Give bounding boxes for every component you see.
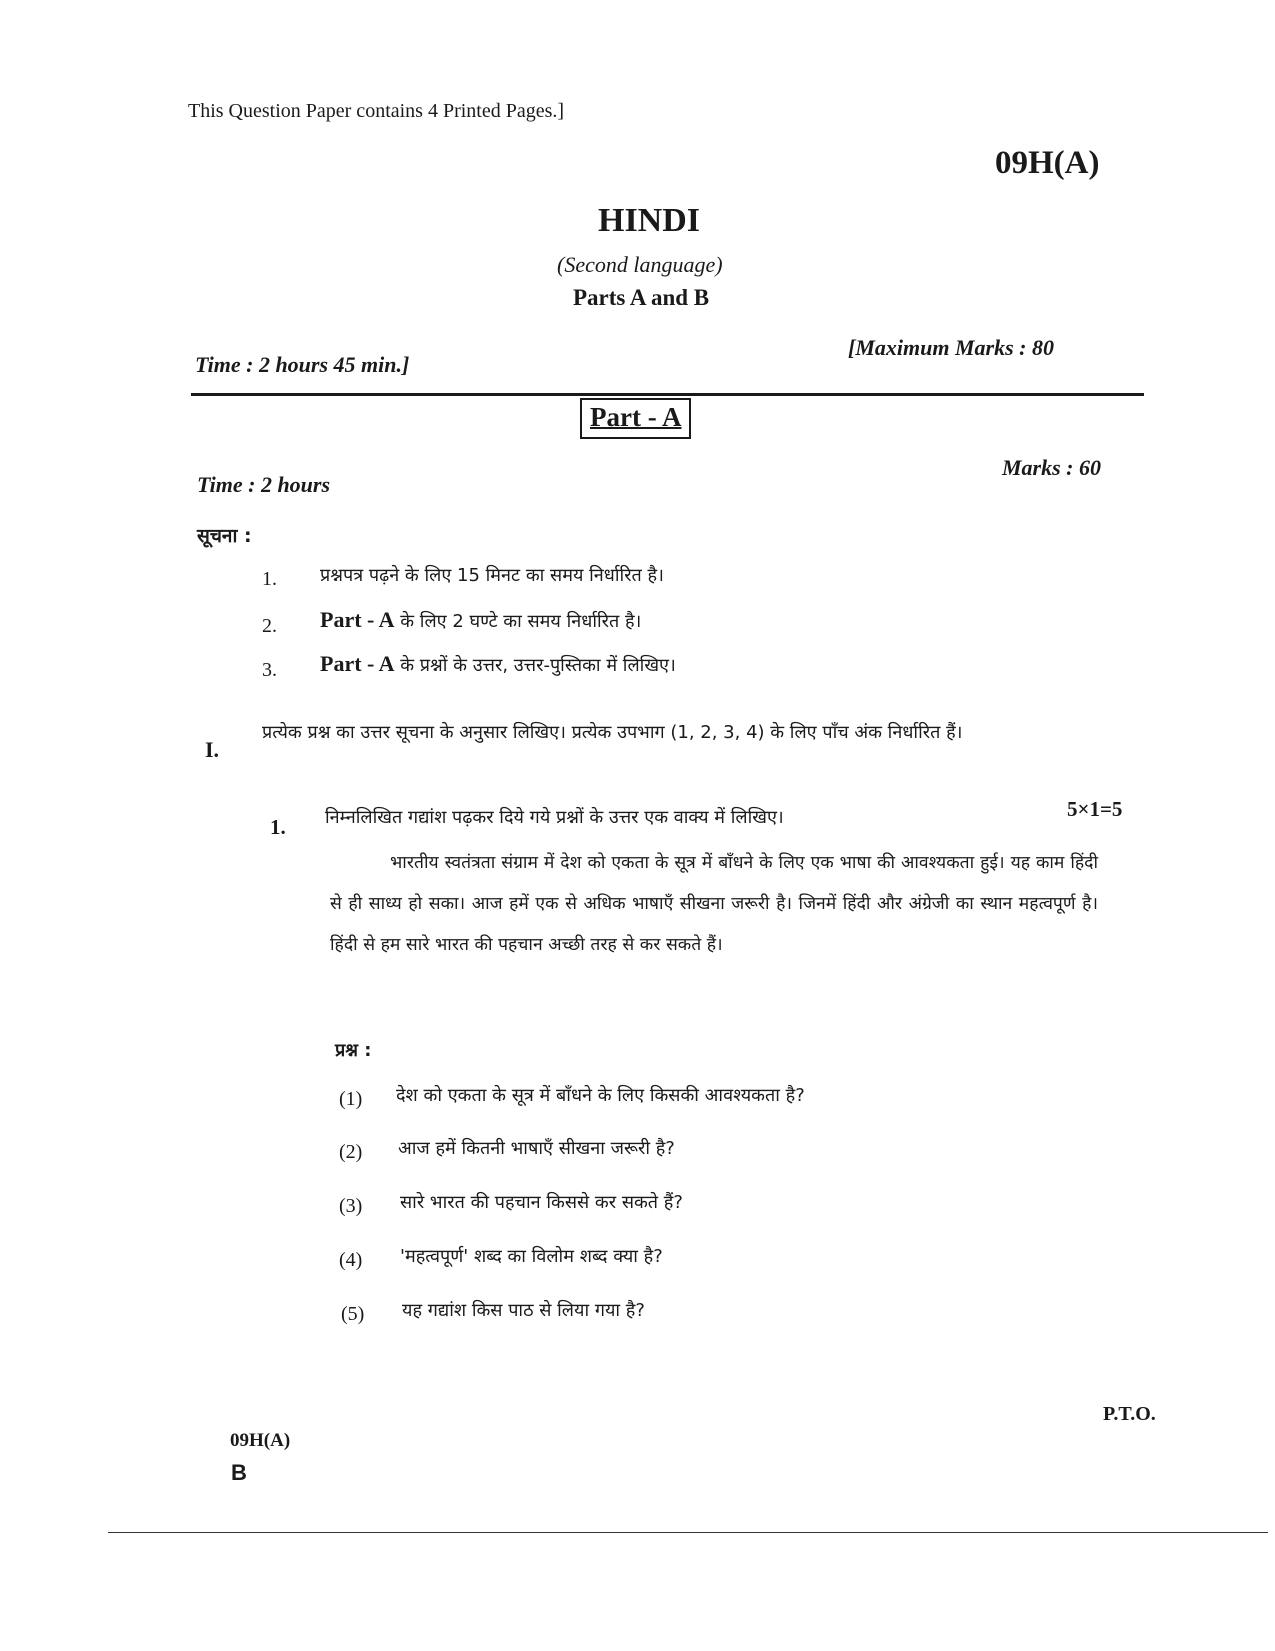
sub-question-text: सारे भारत की पहचान किससे कर सकते हैं? bbox=[400, 1192, 683, 1213]
printed-pages-note: This Question Paper contains 4 Printed Pages.] bbox=[188, 100, 565, 122]
question-text: निम्नलिखित गद्यांश पढ़कर दिये गये प्रश्नों के उत्तर एक वाक्य में लिखिए। bbox=[325, 807, 784, 828]
instruction-text: के लिए 2 घण्टे का समय निर्धारित है। bbox=[394, 611, 642, 632]
header-divider bbox=[191, 393, 1144, 396]
instruction-text: प्रश्नपत्र पढ़ने के लिए 15 मिनट का समय निर्धारित है। bbox=[320, 565, 664, 586]
parts-subtitle: Parts A and B bbox=[573, 285, 710, 310]
sub-question-number: (3) bbox=[339, 1195, 363, 1217]
part-a-heading bbox=[580, 398, 691, 439]
instruction-number: 3. bbox=[262, 659, 277, 681]
sub-question-text: देश को एकता के सूत्र में बाँधने के लिए किसकी आवश्यकता है? bbox=[396, 1085, 805, 1106]
section-instruction: प्रत्येक प्रश्न का उत्तर सूचना के अनुसार लिखिए। प्रत्येक उपभाग (1, 2, 3, 4) के लिए पाँच अंक निर्धारित हैं। bbox=[262, 722, 963, 743]
sub-question-text: आज हमें कितनी भाषाएँ सीखना जरूरी है? bbox=[398, 1138, 675, 1159]
questions-label: प्रश्न : bbox=[335, 1040, 372, 1061]
part-a-marks: Marks : 60 bbox=[1002, 455, 1102, 480]
instruction-bold: Part - A bbox=[320, 607, 395, 632]
instruction-bold: Part - A bbox=[320, 651, 395, 676]
section-number: I. bbox=[205, 737, 220, 762]
sub-question-text: यह गद्यांश किस पाठ से लिया गया है? bbox=[402, 1300, 645, 1321]
question-marks: 5×1=5 bbox=[1067, 797, 1123, 821]
set-letter: B bbox=[231, 1460, 247, 1485]
instruction-text: के प्रश्नों के उत्तर, उत्तर-पुस्तिका में लिखिए। bbox=[394, 655, 676, 676]
subject-title: HINDI bbox=[598, 202, 701, 239]
instruction-number: 2. bbox=[262, 615, 277, 637]
instruction-item bbox=[320, 607, 641, 633]
paper-code: 09H(A) bbox=[995, 145, 1100, 181]
instruction-item bbox=[320, 651, 676, 677]
maximum-marks: [Maximum Marks : 80 bbox=[848, 335, 1054, 360]
sub-question-number: (5) bbox=[341, 1303, 365, 1325]
question-number: 1. bbox=[270, 815, 286, 839]
footer-paper-code: 09H(A) bbox=[230, 1430, 291, 1451]
sub-question-number: (4) bbox=[339, 1249, 363, 1271]
passage: भारतीय स्वतंत्रता संग्राम में देश को एकता के सूत्र में बाँधने के लिए एक भाषा की आवश्यकता हुई। यह काम हिंदी से ही साध्य हो सका। आज हमें एक से अधिक भाषाएँ सीखना जरूरी है। जिनमें हिंदी और अंग्रेजी का स्थान महत्वपूर्ण है। हिंदी से हम सारे भारत की पहचान अच्छी तरह से कर सकते हैं। bbox=[330, 853, 1098, 955]
sub-question-text: 'महत्वपूर्ण' शब्द का विलोम शब्द क्या है? bbox=[400, 1246, 663, 1267]
part-a-time: Time : 2 hours bbox=[197, 472, 331, 497]
total-time: Time : 2 hours 45 min.] bbox=[195, 352, 410, 377]
instructions-heading: सूचना : bbox=[197, 525, 252, 547]
part-a-title: Part - A bbox=[590, 402, 682, 432]
footer-divider bbox=[108, 1532, 1268, 1533]
page-turn-over: P.T.O. bbox=[1103, 1403, 1156, 1425]
sub-question-number: (2) bbox=[339, 1141, 363, 1163]
language-subtitle: (Second language) bbox=[557, 252, 723, 277]
instruction-number: 1. bbox=[262, 568, 277, 590]
sub-question-number: (1) bbox=[339, 1088, 363, 1110]
